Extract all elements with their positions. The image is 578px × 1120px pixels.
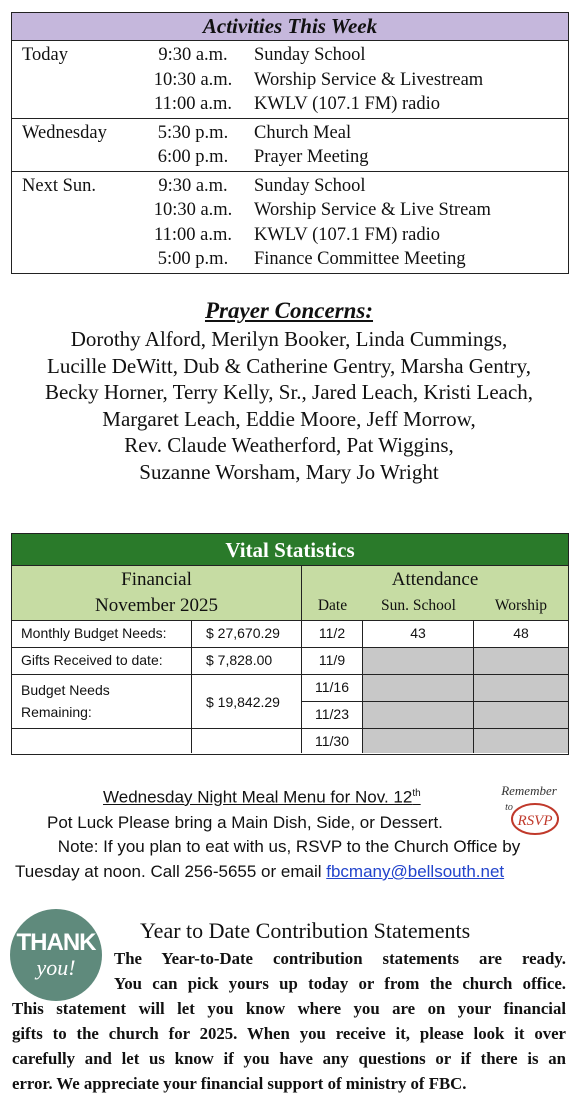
rsvp-badge — [495, 782, 563, 837]
activity-day — [12, 92, 133, 117]
remaining-amount: $ 19,842.29 — [192, 674, 302, 728]
worship-cell — [474, 674, 568, 701]
worship-cell — [474, 647, 568, 674]
table-row — [12, 620, 568, 647]
activity-time: 10:30 a.m. — [153, 200, 233, 220]
activity-time: 11:00 a.m. — [154, 94, 232, 114]
gifts-amount: $ 7,828.00 — [192, 647, 302, 674]
activity-row — [12, 247, 568, 272]
remaining-label — [12, 674, 192, 728]
empty-cell — [192, 728, 302, 753]
table-row — [12, 674, 568, 728]
activity-day — [12, 68, 133, 93]
table-row — [12, 728, 568, 753]
activity-name: KWLV (107.1 FM) radio — [254, 224, 441, 245]
activity-row — [12, 68, 568, 93]
sunday-school-cell — [363, 728, 474, 753]
prayer-concerns — [0, 297, 578, 486]
prayer-line: Dorothy Alford, Merilyn Booker, Linda Cummings, — [70, 327, 508, 351]
activity-time: 9:30 a.m. — [158, 175, 228, 196]
activity-day: Today — [22, 45, 68, 65]
activity-day: Next Sun. — [22, 175, 96, 196]
col-sunday-school: Sun. School — [381, 597, 456, 614]
activity-row — [12, 145, 568, 170]
activity-row — [12, 92, 568, 117]
activity-time: 5:30 p.m. — [157, 122, 229, 143]
activities-title: Activities This Week — [12, 13, 568, 41]
prayer-title: Prayer Concerns: — [204, 298, 374, 323]
activity-name: Finance Committee Meeting — [254, 249, 466, 269]
meal-note: Note: If you plan to eat with us, RSVP to the Church Office by — [57, 837, 521, 856]
budget-needs-label: Monthly Budget Needs: — [12, 620, 192, 647]
activity-name: Worship Service & Livestream — [254, 69, 484, 90]
contribution-title: Year to Date Contribution Statements — [140, 918, 471, 943]
contribution-line: gifts to the church for 2025. When you receive it, please look it over — [12, 1024, 566, 1043]
activities-table — [11, 12, 569, 274]
activity-time: 11:00 a.m. — [154, 224, 232, 245]
worship-cell — [474, 728, 568, 753]
attendance-header — [302, 566, 568, 620]
activity-day: Wednesday — [22, 122, 107, 143]
remaining-label-line: Remaining: — [21, 704, 92, 720]
contribution-line: error. We appreciate your financial support of ministry of FBC. — [12, 1074, 467, 1093]
financial-label: Financial — [121, 569, 192, 590]
activity-time: 10:30 a.m. — [153, 69, 233, 90]
date-cell: 11/2 — [302, 620, 363, 647]
activity-time: 6:00 p.m. — [157, 147, 229, 167]
badge-rsvp: RSVP — [517, 813, 553, 829]
activity-day — [12, 223, 133, 248]
activity-row — [12, 43, 568, 68]
activity-name: Sunday School — [254, 175, 366, 196]
prayer-line: Margaret Leach, Eddie Moore, Jeff Morrow, — [102, 406, 476, 431]
worship-cell — [474, 701, 568, 728]
thank-you-bottom: you! — [36, 955, 76, 980]
vital-title: Vital Statistics — [12, 534, 568, 566]
meal-contact-text: Tuesday at noon. Call 256-5655 or email — [15, 862, 327, 881]
sunday-school-cell — [363, 701, 474, 728]
sunday-school-cell — [363, 674, 474, 701]
financial-period: November 2025 — [95, 595, 218, 616]
activity-group — [12, 41, 568, 118]
activity-name: KWLV (107.1 FM) radio — [254, 94, 441, 114]
activity-name: Prayer Meeting — [254, 147, 369, 167]
budget-needs-amount: $ 27,670.29 — [192, 620, 302, 647]
meal-title — [103, 782, 421, 810]
activity-time: 9:30 a.m. — [158, 45, 228, 65]
table-row — [12, 647, 568, 674]
contribution-line: The Year-to-Date contribution statements are ready. — [114, 949, 566, 968]
prayer-line: Becky Horner, Terry Kelly, Sr., Jared Leach, Kristi Leach, — [44, 380, 534, 405]
worship-cell: 48 — [474, 620, 568, 647]
activity-row — [12, 121, 568, 146]
badge-remember: Remember — [501, 783, 557, 798]
thank-you-badge — [10, 909, 102, 1001]
activities-body — [12, 41, 568, 273]
activity-group — [12, 171, 568, 273]
empty-cell — [12, 728, 192, 753]
attendance-label: Attendance — [391, 569, 479, 590]
prayer-line: Lucille DeWitt, Dub & Catherine Gentry, Marsha Gentry, — [47, 353, 531, 378]
meal-contact — [15, 860, 504, 884]
meal-description: Pot Luck Please bring a Main Dish, Side, or Dessert. — [47, 813, 443, 832]
date-cell: 11/9 — [302, 647, 363, 674]
meal-title-sup: th — [412, 788, 421, 799]
activity-time: 5:00 p.m. — [157, 249, 229, 269]
activity-group — [12, 118, 568, 171]
prayer-list — [0, 326, 578, 486]
date-cell: 11/23 — [302, 701, 363, 728]
prayer-line: Suzanne Worsham, Mary Jo Wright — [139, 459, 439, 484]
sunday-school-cell: 43 — [363, 620, 474, 647]
col-date: Date — [317, 597, 348, 614]
financial-header — [12, 566, 302, 620]
activity-day — [12, 198, 133, 223]
activity-name: Church Meal — [254, 122, 352, 143]
contribution-line: This statement will let you know where you are on your financial — [12, 999, 566, 1018]
thank-you-top: THANK — [16, 929, 96, 956]
activity-row — [12, 174, 568, 199]
contribution-line: carefully and let us know if you have any questions or if there is an — [12, 1049, 566, 1068]
badge-to: to — [505, 802, 513, 813]
date-cell: 11/16 — [302, 674, 363, 701]
email-link[interactable]: fbcmany@bellsouth.net — [326, 862, 505, 881]
prayer-line: Rev. Claude Weatherford, Pat Wiggins, — [124, 433, 454, 458]
vital-statistics-table — [11, 533, 569, 755]
activity-day — [12, 145, 133, 170]
sunday-school-cell — [363, 647, 474, 674]
activity-day — [12, 247, 133, 272]
activity-name: Sunday School — [254, 45, 366, 65]
date-cell: 11/30 — [302, 728, 363, 753]
activity-row — [12, 223, 568, 248]
meal-title-text: Wednesday Night Meal Menu for Nov. 12 — [103, 787, 413, 807]
remaining-label-line: Budget Needs — [21, 682, 110, 698]
activity-name: Worship Service & Live Stream — [254, 200, 491, 220]
col-worship: Worship — [494, 597, 548, 614]
gifts-label: Gifts Received to date: — [12, 647, 192, 674]
contribution-line: You can pick yours up today or from the church office. — [114, 974, 566, 993]
activity-row — [12, 198, 568, 223]
